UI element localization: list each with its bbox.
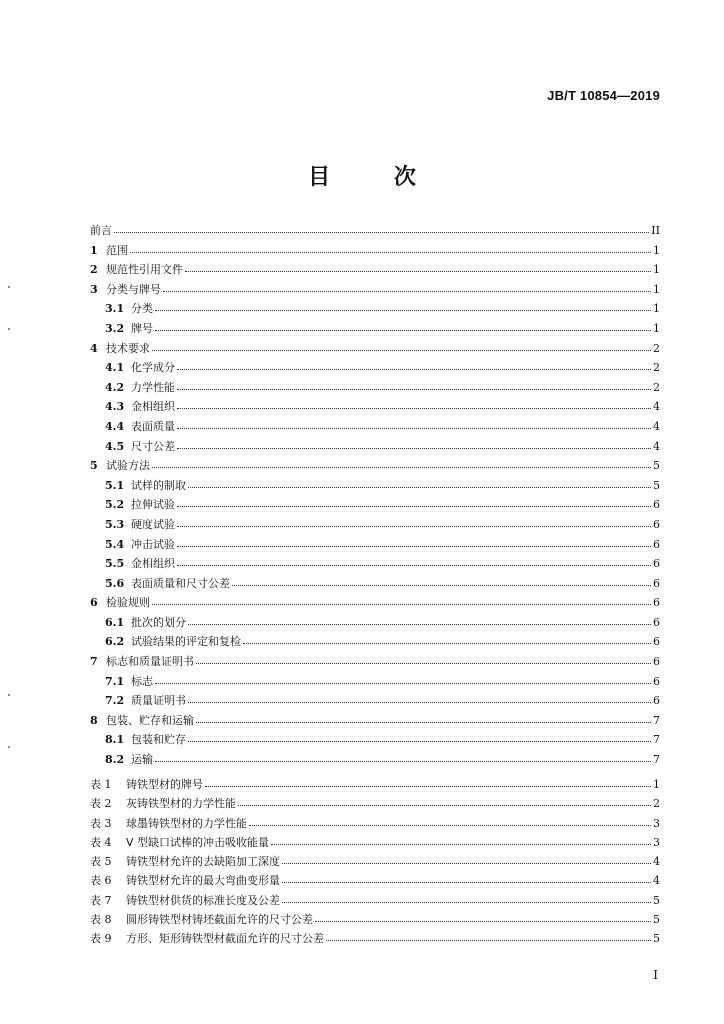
- dot-leader: [188, 701, 651, 703]
- dot-leader: [315, 920, 651, 922]
- dot-leader: [205, 785, 651, 787]
- toc-entry-number: 5.5: [105, 557, 125, 571]
- dot-leader: [177, 427, 651, 429]
- toc-entry-label: 力学性能: [131, 380, 175, 394]
- toc-entry-label: 硬度试验: [131, 517, 175, 531]
- dot-leader: [177, 388, 651, 390]
- toc-entry-number: 4: [90, 341, 98, 355]
- toc-entry[interactable]: [90, 245, 660, 256]
- toc-entry-label: 质量证明书: [131, 694, 186, 708]
- toc-entry-page: 1: [653, 282, 660, 296]
- toc-entry-number: 4.1: [105, 361, 125, 375]
- toc-entry[interactable]: [90, 578, 660, 589]
- toc-entry-label: 标志和质量证明书: [106, 655, 194, 669]
- toc-entry-page: 6: [653, 596, 660, 610]
- table-entry-number: 表 4: [90, 835, 112, 849]
- table-entry-page: 5: [653, 893, 660, 907]
- scan-mark: [8, 746, 10, 748]
- dot-leader: [232, 584, 651, 586]
- dot-leader: [114, 231, 649, 233]
- toc-entry-number: 2: [90, 263, 98, 277]
- table-entry-number: 表 1: [90, 778, 112, 791]
- table-entry[interactable]: [90, 914, 660, 925]
- toc-entry[interactable]: [90, 734, 660, 745]
- toc-entry-label: 表面质量: [131, 419, 175, 433]
- dot-leader: [155, 309, 651, 311]
- toc-entry-page: 6: [653, 615, 660, 629]
- toc-entry[interactable]: [90, 362, 660, 373]
- table-entry-label: V 型缺口试棒的冲击吸收能量: [126, 835, 270, 849]
- dot-leader: [177, 564, 651, 566]
- toc-entry-number: 5.3: [105, 517, 125, 531]
- toc-entry-page: 6: [653, 576, 660, 590]
- toc-entry-number: 4.2: [105, 380, 125, 394]
- dot-leader: [177, 407, 651, 409]
- toc-entry-number: 1: [90, 243, 98, 257]
- toc-entry-label: 试验结果的评定和复检: [131, 635, 241, 649]
- dot-leader: [155, 329, 651, 331]
- toc-entry-page: 5: [653, 478, 660, 492]
- toc-entry-page: 7: [653, 753, 660, 767]
- dot-leader: [152, 603, 651, 605]
- toc-entry-number: 5.6: [105, 576, 125, 590]
- toc-entry[interactable]: [90, 519, 660, 530]
- toc-entry-page: 4: [653, 400, 660, 414]
- table-entry-page: 2: [653, 797, 660, 811]
- toc-entry-page: 2: [653, 380, 660, 394]
- toc-entry[interactable]: [90, 323, 660, 334]
- toc-entry-page: II: [651, 224, 660, 237]
- table-entry-label: 圆形铸铁型材铸坯截面允许的尺寸公差: [126, 913, 313, 927]
- toc-entry[interactable]: [90, 539, 660, 550]
- dot-leader: [196, 721, 651, 723]
- table-entry-label: 铸铁型材允许的去缺陷加工深度: [126, 855, 280, 869]
- dot-leader: [188, 623, 651, 625]
- toc-entry-label: 批次的划分: [131, 615, 186, 629]
- toc-entry-page: 6: [653, 498, 660, 512]
- scan-mark: [8, 286, 10, 288]
- toc-entry[interactable]: [90, 676, 660, 687]
- table-entry-page: 4: [653, 874, 660, 888]
- toc-entry-label: 包装、贮存和运输: [106, 713, 194, 727]
- dot-leader: [282, 862, 651, 864]
- toc-entry[interactable]: [90, 284, 660, 295]
- toc-entry[interactable]: [90, 656, 660, 667]
- dot-leader: [243, 642, 651, 644]
- table-entry-number: 表 5: [90, 855, 112, 869]
- toc-entry-label: 试样的制取: [131, 478, 186, 492]
- toc-entry-number: 7.1: [105, 674, 125, 688]
- dot-leader: [177, 545, 651, 547]
- toc-entry-page: 6: [653, 674, 660, 688]
- toc-entry-number: 3.1: [105, 302, 125, 316]
- table-entry[interactable]: [90, 933, 660, 944]
- toc-entry-number: 6.2: [105, 635, 125, 649]
- toc-entry-page: 6: [653, 557, 660, 571]
- toc-entry-label: 前言: [90, 224, 112, 237]
- toc-entry-page: 2: [653, 361, 660, 375]
- toc-entry-number: 7: [90, 655, 98, 669]
- dot-leader: [130, 251, 651, 253]
- toc-entry[interactable]: [90, 499, 660, 510]
- table-list: [90, 779, 660, 953]
- table-entry-label: 球墨铸铁型材的力学性能: [126, 816, 247, 830]
- dot-leader: [155, 682, 651, 684]
- table-entry[interactable]: [90, 798, 660, 809]
- dot-leader: [152, 466, 651, 468]
- toc-list: [90, 225, 660, 774]
- toc-entry-label: 金相组织: [131, 557, 175, 571]
- dot-leader: [177, 447, 651, 449]
- toc-entry-page: 1: [653, 321, 660, 335]
- dot-leader: [185, 270, 651, 272]
- toc-entry-number: 7.2: [105, 694, 125, 708]
- toc-entry-page: 1: [653, 302, 660, 316]
- toc-entry-label: 规范性引用文件: [106, 263, 183, 277]
- toc-entry-number: 3.2: [105, 321, 125, 335]
- table-entry-label: 方形、矩形铸铁型材截面允许的尺寸公差: [126, 932, 324, 946]
- toc-entry[interactable]: [90, 480, 660, 491]
- toc-entry-number: 3: [90, 282, 98, 296]
- toc-entry-label: 技术要求: [106, 341, 150, 355]
- toc-entry-number: 5: [90, 459, 98, 473]
- toc-entry-number: 6.1: [105, 615, 125, 629]
- table-entry-page: 5: [653, 913, 660, 927]
- table-entry-label: 铸铁型材的牌号: [126, 778, 203, 791]
- toc-entry-number: 4.3: [105, 400, 125, 414]
- table-entry[interactable]: [90, 895, 660, 906]
- table-entry[interactable]: [90, 818, 660, 829]
- toc-entry-label: 拉伸试验: [131, 498, 175, 512]
- toc-entry-number: 4.5: [105, 439, 125, 453]
- toc-entry[interactable]: [90, 636, 660, 647]
- toc-entry[interactable]: [90, 264, 660, 275]
- toc-entry[interactable]: [90, 754, 660, 765]
- toc-entry-label: 冲击试验: [131, 537, 175, 551]
- toc-entry-label: 尺寸公差: [131, 439, 175, 453]
- toc-entry-number: 6: [90, 596, 98, 610]
- toc-entry-page: 7: [653, 733, 660, 747]
- toc-entry-number: 4.4: [105, 419, 125, 433]
- dot-leader: [238, 804, 651, 806]
- dot-leader: [152, 349, 651, 351]
- standard-number: JB/T 10854—2019: [547, 88, 660, 103]
- toc-entry-label: 标志: [131, 674, 153, 688]
- table-entry-label: 铸铁型材允许的最大弯曲变形量: [126, 874, 280, 888]
- dot-leader: [282, 881, 651, 883]
- table-entry-number: 表 7: [90, 893, 112, 907]
- toc-entry[interactable]: [90, 715, 660, 726]
- dot-leader: [188, 486, 651, 488]
- toc-entry-page: 5: [653, 459, 660, 473]
- toc-entry-label: 化学成分: [131, 361, 175, 375]
- dot-leader: [249, 824, 651, 826]
- table-entry-number: 表 6: [90, 874, 112, 888]
- toc-entry[interactable]: [90, 597, 660, 608]
- table-entry[interactable]: [90, 856, 660, 867]
- page-number: I: [653, 968, 658, 982]
- table-entry-page: 3: [653, 835, 660, 849]
- toc-entry-page: 6: [653, 517, 660, 531]
- table-entry[interactable]: [90, 837, 660, 848]
- table-entry-label: 铸铁型材供货的标准长度及公差: [126, 893, 280, 907]
- toc-entry[interactable]: [90, 460, 660, 471]
- toc-entry-page: 1: [653, 263, 660, 277]
- dot-leader: [177, 505, 651, 507]
- toc-entry-label: 检验规则: [106, 596, 150, 610]
- toc-entry[interactable]: [90, 343, 660, 354]
- toc-entry-label: 试验方法: [106, 459, 150, 473]
- toc-entry[interactable]: [90, 617, 660, 628]
- toc-entry-label: 包装和贮存: [131, 733, 186, 747]
- toc-entry-number: 8.2: [105, 753, 125, 767]
- toc-entry-label: 表面质量和尺寸公差: [131, 576, 230, 590]
- dot-leader: [155, 760, 651, 762]
- toc-entry-number: 8.1: [105, 733, 125, 747]
- toc-entry-label: 范围: [106, 243, 128, 257]
- table-entry-page: 5: [653, 932, 660, 946]
- toc-entry-number: 5.2: [105, 498, 125, 512]
- page-title: 目 次: [308, 165, 444, 190]
- toc-entry-label: 牌号: [131, 321, 153, 335]
- toc-entry-page: 1: [653, 243, 660, 257]
- toc-entry[interactable]: [90, 401, 660, 412]
- toc-entry-label: 分类与牌号: [106, 282, 161, 296]
- toc-entry[interactable]: [90, 421, 660, 432]
- table-entry[interactable]: [90, 875, 660, 886]
- toc-entry[interactable]: [90, 303, 660, 314]
- toc-entry[interactable]: [90, 441, 660, 452]
- toc-entry-number: 8: [90, 713, 98, 727]
- toc-entry-number: 5.4: [105, 537, 125, 551]
- table-entry[interactable]: [90, 779, 660, 790]
- toc-entry-label: 运输: [131, 753, 153, 767]
- toc-entry-page: 6: [653, 537, 660, 551]
- table-entry-label: 灰铸铁型材的力学性能: [126, 797, 236, 811]
- toc-entry-page: 7: [653, 713, 660, 727]
- toc-entry-page: 4: [653, 439, 660, 453]
- table-entry-number: 表 9: [90, 932, 112, 946]
- toc-entry-page: 6: [653, 635, 660, 649]
- toc-entry-number: 5.1: [105, 478, 125, 492]
- toc-entry[interactable]: [90, 382, 660, 393]
- toc-entry-label: 金相组织: [131, 400, 175, 414]
- toc-entry-page: 4: [653, 419, 660, 433]
- dot-leader: [188, 740, 651, 742]
- dot-leader: [177, 368, 651, 370]
- dot-leader: [282, 901, 651, 903]
- dot-leader: [163, 290, 651, 292]
- table-entry-number: 表 2: [90, 797, 112, 811]
- table-entry-number: 表 8: [90, 913, 112, 927]
- dot-leader: [271, 843, 651, 845]
- scan-mark: [8, 694, 10, 696]
- toc-entry[interactable]: [90, 558, 660, 569]
- dot-leader: [177, 525, 651, 527]
- table-entry-page: 4: [653, 855, 660, 869]
- toc-entry-page: 6: [653, 655, 660, 669]
- toc-entry-page: 6: [653, 694, 660, 708]
- dot-leader: [326, 939, 651, 941]
- toc-entry[interactable]: [90, 225, 660, 236]
- table-entry-page: 1: [653, 778, 660, 791]
- toc-entry-page: 2: [653, 341, 660, 355]
- table-entry-number: 表 3: [90, 816, 112, 830]
- table-entry-page: 3: [653, 816, 660, 830]
- scan-mark: [8, 328, 10, 330]
- toc-entry[interactable]: [90, 695, 660, 706]
- dot-leader: [196, 662, 651, 664]
- toc-entry-label: 分类: [131, 302, 153, 316]
